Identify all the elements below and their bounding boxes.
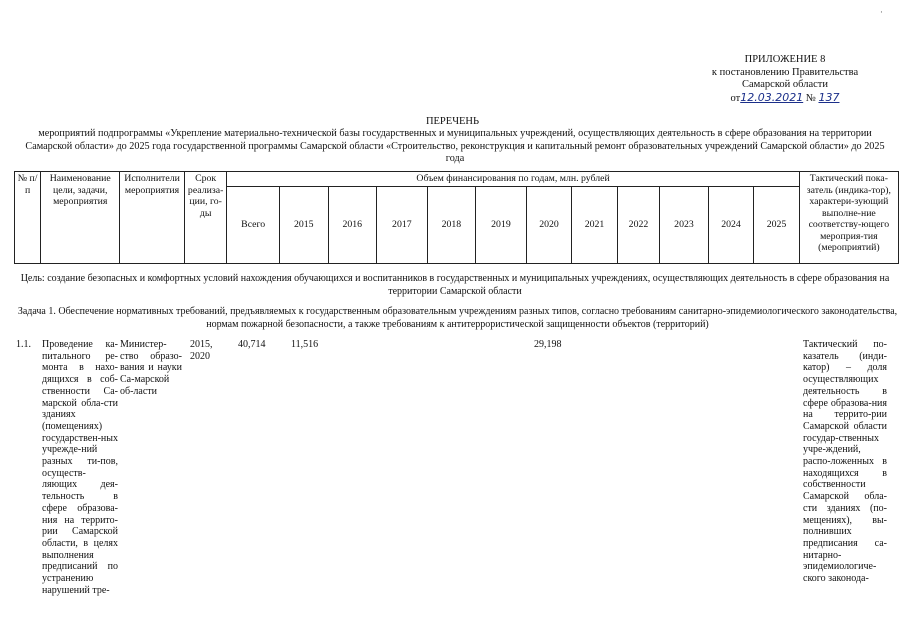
appendix-line1: к постановлению Правительства — [711, 66, 859, 78]
header-year-2021: 2021 — [572, 186, 618, 263]
header-term: Срок реализа-ции, го-ды — [184, 172, 226, 264]
header-year-2020: 2020 — [526, 186, 572, 263]
value-2020: 29,198 — [534, 339, 562, 350]
value-total: 40,714 — [238, 339, 266, 350]
appendix-date-line — [700, 92, 870, 106]
header-year-2023: 2023 — [660, 186, 709, 263]
measure-indicator: Тактический по-казатель (инди-катор) – доля осуществляющих деятельность в сфере образова-ния на террито-рии Самарской области государ-ственных учре-ждений, распо-ложенных в находящихся в собственности Самарской обла-сти зданиях (по-мещениях), вы-полнивших предписания са-нитарно-эпидемиологиче-ского законода- — [803, 339, 887, 585]
header-year-2015: 2015 — [279, 186, 328, 263]
appendix-line2: Самарской области — [742, 79, 828, 90]
task-text: Задача 1. Обеспечение нормативных требований, предъявляемых к государственным образовательным учреждениям разных типов, согласно требованиям санитарно-эпидемиологического законодательства, нормам пожарной безопасности, а также требованиям к антитеррористической защищенности объектов (территорий) — [17, 306, 898, 330]
row-number: 1.1. — [16, 339, 31, 350]
number-prefix: № — [805, 92, 816, 104]
header-financing: Объем финансирования по годам, млн. рублей — [227, 172, 799, 187]
header-indicator: Тактический пока-затель (индика-тор), характери-зующий выполне-ние соответству-ющего мероприя-тия (мероприятий) — [799, 172, 898, 264]
doc-subtitle: мероприятий подпрограммы «Укрепление материально-технической базы государственных и муниципальных учреждений, осуществляющих деятельность в сфере образования на территории Самарской области» до 2025 года государственной программы Самарской области «Строительство, реконструкция и капитальный ремонт образовательных учреждений Самарской области» до 2025 года — [25, 128, 885, 164]
measure-executor: Министер-ство образо-вания и науки Са-марской об-ласти — [120, 339, 182, 397]
financing-table-header — [14, 171, 899, 264]
handwritten-date: 12.03.2021 — [740, 90, 804, 104]
header-year-2018: 2018 — [427, 186, 476, 263]
measure-name: Проведение ка-питального ре-монта в нахо-дящихся в соб-ственности Са-марской обла-сти зданиях (помещениях) государствен-ных учрежде-ний разных ти-пов, осуществ-ляющих дея-тельность в сфере образова-ния на террито-рии Самарской области, в целях выполнения предписаний по устранению нарушений тре- — [42, 339, 118, 596]
date-prefix: от — [730, 92, 741, 104]
header-year-2017: 2017 — [377, 186, 428, 263]
header-year-2016: 2016 — [328, 186, 377, 263]
header-year-2024: 2024 — [708, 186, 754, 263]
header-num: № п/п — [15, 172, 41, 264]
header-year-2019: 2019 — [476, 186, 527, 263]
value-2015: 11,516 — [291, 339, 319, 350]
header-total: Всего — [227, 186, 280, 263]
header-year-2022: 2022 — [617, 186, 659, 263]
header-name: Наименование цели, задачи, мероприятия — [41, 172, 120, 264]
header-year-2025: 2025 — [754, 186, 800, 263]
appendix-title: ПРИЛОЖЕНИЕ 8 — [744, 54, 826, 65]
handwritten-number: 137 — [818, 90, 840, 104]
doc-title: ПЕРЕЧЕНЬ — [425, 116, 480, 127]
scan-mark: · — [880, 8, 883, 18]
appendix-block — [700, 54, 870, 105]
header-executor: Исполнители мероприятия — [120, 172, 185, 264]
goal-text: Цель: создание безопасных и комфортных условий нахождения обучающихся и воспитанников в государственных и муниципальных учреждениях, осуществляющих деятельность в сфере образования на территории Самарской области — [20, 273, 890, 297]
measure-term: 2015, 2020 — [190, 339, 213, 362]
